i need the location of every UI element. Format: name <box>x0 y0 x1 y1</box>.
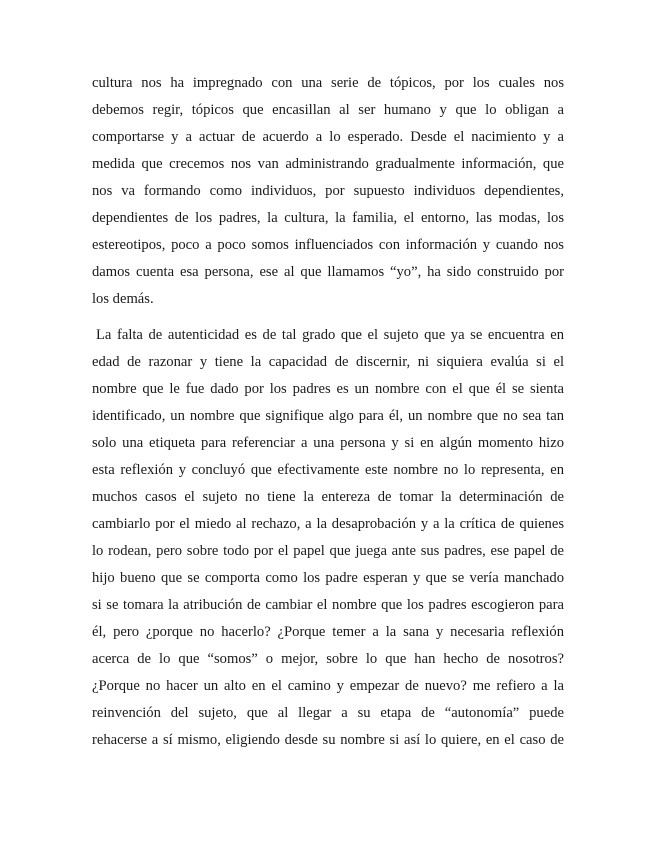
text-line: si se tomara la atribución de cambiar el nombre que los padres escogieron para <box>92 597 564 613</box>
text-line: muchos casos el sujeto no tiene la entereza de tomar la determinación de <box>92 489 564 505</box>
text-line: reinvención del sujeto, que al llegar a su etapa de “autonomía” puede <box>92 705 564 721</box>
text-line: él, pero ¿porque no hacerlo? ¿Porque temer a la sana y necesaria reflexión <box>92 624 564 640</box>
text-line: debemos regir, tópicos que encasillan al ser humano y que lo obligan a <box>92 102 564 118</box>
text-line: lo rodean, pero sobre todo por el papel que juega ante sus padres, ese papel de <box>92 543 564 559</box>
text-line: acerca de lo que “somos” o mejor, sobre lo que han hecho de nosotros? <box>92 651 564 667</box>
text-line: nos va formando como individuos, por supuesto individuos dependientes, <box>92 183 564 199</box>
paragraph-1 <box>92 70 564 313</box>
text-line: ¿Porque no hacer un alto en el camino y empezar de nuevo? me refiero a la <box>92 678 564 694</box>
text-line: esta reflexión y concluyó que efectivamente este nombre no lo representa, en <box>92 462 564 478</box>
text-line: estereotipos, poco a poco somos influenciados con información y cuando nos <box>92 237 564 253</box>
text-line: solo una etiqueta para referenciar a una persona y si en algún momento hizo <box>92 435 564 451</box>
text-line: edad de razonar y tiene la capacidad de discernir, ni siquiera evalúa si el <box>92 354 564 370</box>
text-line: cultura nos ha impregnado con una serie de tópicos, por los cuales nos <box>92 75 564 91</box>
text-line: hijo bueno que se comporta como los padre esperan y que se vería manchado <box>92 570 564 586</box>
text-line: damos cuenta esa persona, ese al que llamamos “yo”, ha sido construido por <box>92 264 564 280</box>
text-line: dependientes de los padres, la cultura, la familia, el entorno, las modas, los <box>92 210 564 226</box>
text-line: medida que crecemos nos van administrando gradualmente información, que <box>92 156 564 172</box>
text-line: comportarse y a actuar de acuerdo a lo esperado. Desde el nacimiento y a <box>92 129 564 145</box>
paragraph-2 <box>92 322 564 754</box>
text-line: rehacerse a sí mismo, eligiendo desde su nombre si así lo quiere, en el caso de <box>92 732 564 748</box>
text-line: La falta de autenticidad es de tal grado que el sujeto que ya se encuentra en <box>96 327 564 343</box>
text-line: nombre que le fue dado por los padres es un nombre con el que él se sienta <box>92 381 564 397</box>
text-line: los demás. <box>92 291 154 307</box>
text-line: cambiarlo por el miedo al rechazo, a la desaprobación y a la crítica de quienes <box>92 516 564 532</box>
text-line: identificado, un nombre que signifique algo para él, un nombre que no sea tan <box>92 408 564 424</box>
